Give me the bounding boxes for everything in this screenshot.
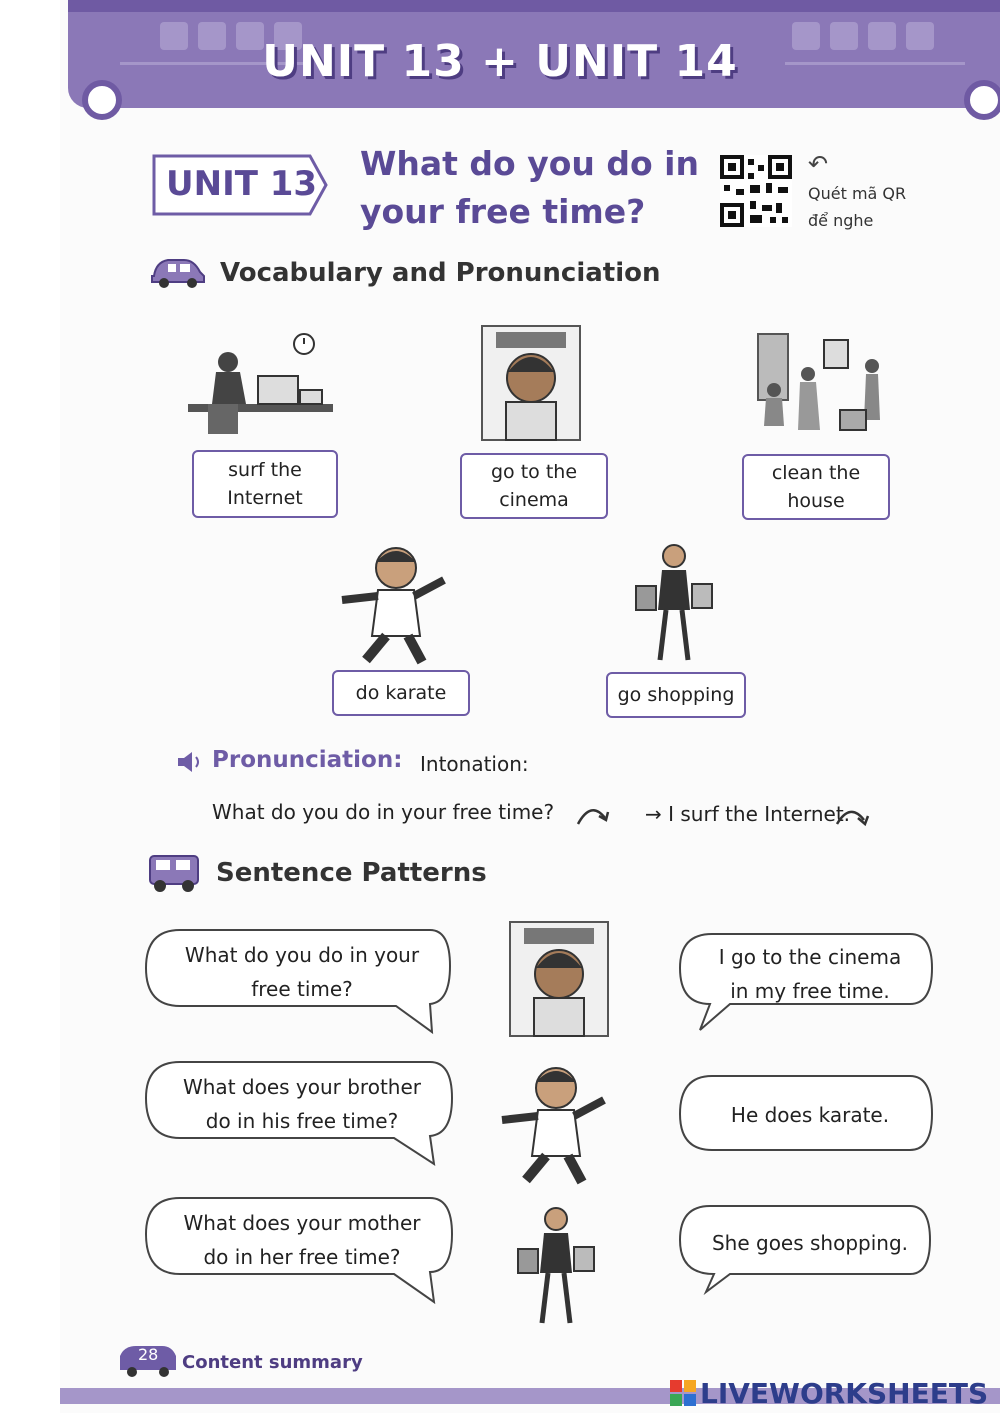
unit-title-line: your free time? xyxy=(360,192,646,231)
pronunciation-answer: → I surf the Internet. xyxy=(645,802,851,826)
rising-intonation-icon xyxy=(575,804,611,828)
karate-boy-illustration xyxy=(496,1060,612,1186)
question-bubble xyxy=(156,938,448,1006)
speaker-icon[interactable] xyxy=(176,750,206,774)
vocab-line: clean the xyxy=(771,462,861,484)
vocab-card[interactable] xyxy=(332,670,470,716)
question-bubble xyxy=(156,1206,448,1274)
truck-icon xyxy=(146,848,202,894)
bubble-line: I go to the cinema xyxy=(718,945,902,969)
vocab-line: go shopping xyxy=(617,684,735,706)
vocabulary-heading: Vocabulary and Pronunciation xyxy=(220,258,661,288)
shopping-woman-illustration xyxy=(630,540,718,664)
vocab-line: Internet xyxy=(227,487,303,509)
unit-tag: UNIT 13 xyxy=(166,164,318,204)
vocab-card[interactable] xyxy=(192,450,338,518)
header-top-strip xyxy=(68,0,1000,12)
shopping-woman-illustration xyxy=(512,1200,600,1330)
cinema-boy-illustration xyxy=(478,322,584,444)
vocab-card[interactable] xyxy=(460,453,608,519)
qr-code-icon[interactable] xyxy=(720,155,792,227)
vocab-line: house xyxy=(787,490,845,512)
car-icon xyxy=(148,252,208,290)
computer-user-illustration xyxy=(188,332,338,440)
qr-label-line: Quét mã QR xyxy=(808,184,907,203)
answer-bubble xyxy=(690,1226,930,1260)
vocab-line: surf the xyxy=(228,459,302,481)
page-margin xyxy=(0,0,60,1413)
patterns-heading: Sentence Patterns xyxy=(216,858,487,888)
vocab-line: cinema xyxy=(499,489,569,511)
answer-bubble xyxy=(690,1098,930,1132)
falling-intonation-icon xyxy=(834,806,870,830)
page-title: UNIT 13 + UNIT 14 xyxy=(262,36,738,87)
bubble-line: She goes shopping. xyxy=(711,1231,909,1255)
unit-title xyxy=(360,140,699,236)
qr-label xyxy=(808,180,906,234)
cinema-boy-illustration xyxy=(506,918,612,1040)
bubble-line: What do you do in your xyxy=(184,943,420,967)
bubble-line: What does your brother xyxy=(182,1075,421,1099)
answer-bubble xyxy=(690,940,930,1008)
bubble-line: in my free time. xyxy=(730,979,890,1003)
liveworksheets-logo-icon xyxy=(670,1380,698,1406)
page-number: 28 xyxy=(138,1345,159,1364)
cleaning-family-illustration xyxy=(738,330,888,438)
vocab-line: do karate xyxy=(355,682,447,704)
bubble-line: do in her free time? xyxy=(203,1245,401,1269)
brand-watermark[interactable]: LIVEWORKSHEETS xyxy=(700,1377,989,1410)
qr-arrow-icon: ↶ xyxy=(808,150,829,178)
vocab-card[interactable] xyxy=(742,454,890,520)
karate-boy-illustration xyxy=(336,540,452,666)
bubble-line: He does karate. xyxy=(730,1103,890,1127)
footer-label: Content summary xyxy=(182,1352,363,1373)
qr-label-line: để nghe xyxy=(808,211,874,230)
pronunciation-question: What do you do in your free time? xyxy=(212,800,555,824)
vocab-line: go to the xyxy=(490,461,578,483)
pronunciation-label: Pronunciation: xyxy=(212,747,403,773)
intonation-label: Intonation: xyxy=(420,752,529,776)
question-bubble xyxy=(156,1070,448,1138)
bubble-line: do in his free time? xyxy=(205,1109,399,1133)
bubble-line: free time? xyxy=(251,977,353,1001)
unit-title-line: What do you do in xyxy=(360,144,699,183)
bubble-line: What does your mother xyxy=(183,1211,421,1235)
vocab-card[interactable] xyxy=(606,672,746,718)
